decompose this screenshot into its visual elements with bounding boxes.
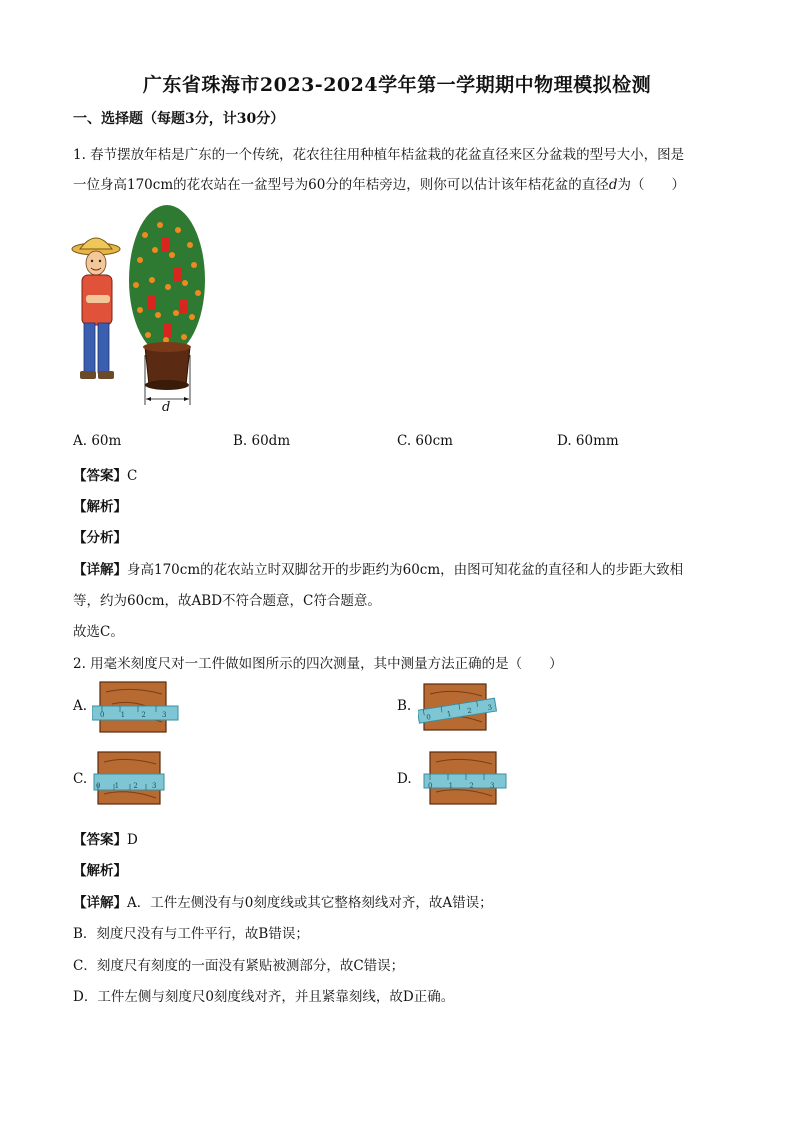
q1-stem-variable: d [608,177,618,193]
q1-answer-tag: 【答案】 [73,468,127,484]
q2-detail-a [73,891,493,911]
q1-figure-label: d [162,400,171,415]
q1-answer-value: C [127,468,138,484]
q2-detail-b: B．刻度尺没有与工件平行，故B错误； [73,926,309,942]
q1-option-b: B. 60dm [233,433,291,449]
q2-option-c-ruler-scale: 0 1 2 3 [96,782,163,790]
q1-conclusion: 故选C。 [73,624,124,640]
q1-stem-line2 [73,173,685,193]
farmer-illustration [72,238,120,379]
q1-detail-tag: 【详解】 [73,562,127,578]
q1-detail-text: 身高170cm的花农站立时双脚岔开的步距约为60cm，由图可知花盆的直径和人的步距大致相 [127,562,684,578]
q2-answer [73,828,138,848]
q2-answer-value: D [127,832,138,848]
q2-detail-a-text: A．工件左侧没有与0刻度线或其它整格刻线对齐，故A错误； [127,895,493,911]
q2-option-d-figure [418,746,510,808]
q2-stem: 2. 用毫米刻度尺对一工件做如图所示的四次测量，其中测量方法正确的是（ ） [73,656,563,672]
q1-figure [70,205,210,420]
q1-detail-line1 [73,558,683,578]
kumquat-tree-illustration [129,205,205,405]
q2-option-c-label: C. [73,771,88,787]
q2-option-b-label: B. [397,698,412,714]
section-heading: 一、选择题（每题3分，计30分） [73,111,285,127]
q2-option-c-figure [92,748,170,808]
q2-option-d-label: D. [397,771,412,787]
q2-detail-c: C．刻度尺有刻度的一面没有紧贴被测部分，故C错误； [73,958,405,974]
q1-stem-text: 一位身高170cm的花农站在一盆型号为60分的年桔旁边，则你可以估计该年桔花盆的直径 [73,177,609,193]
q2-analysis-tag: 【解析】 [73,863,127,879]
q2-option-d-ruler-scale: 0 1 2 3 [428,782,502,790]
q2-option-a-figure [92,676,182,736]
q1-answer [73,464,137,484]
q2-option-a-ruler-scale: 0 1 2 3 [100,711,174,719]
q1-fenxi-tag: 【分析】 [73,530,127,546]
q1-stem-blank: 为（ ） [617,177,685,193]
q1-analysis-tag: 【解析】 [73,499,127,515]
q1-detail-line2: 等，约为60cm，故ABD不符合题意，C符合题意。 [73,593,381,609]
q1-option-d: D. 60mm [557,433,619,449]
q2-option-a-label: A. [73,698,88,714]
q2-detail-tag: 【详解】 [73,895,127,911]
q2-option-b-ruler-scale: 0 1 2 3 [425,702,500,722]
q1-option-c: C. 60cm [397,433,453,449]
page-title: 广东省珠海市2023-2024学年第一学期期中物理模拟检测 [142,74,652,96]
q1-option-a: A. 60m [73,433,122,449]
q2-detail-d: D．工件左侧与刻度尺0刻度线对齐，并且紧靠刻线，故D正确。 [73,989,455,1005]
q2-answer-tag: 【答案】 [73,832,127,848]
q1-stem-line1: 1. 春节摆放年桔是广东的一个传统，花农往往用种植年桔盆栽的花盆直径来区分盆栽的型号大小，图是 [73,147,685,163]
